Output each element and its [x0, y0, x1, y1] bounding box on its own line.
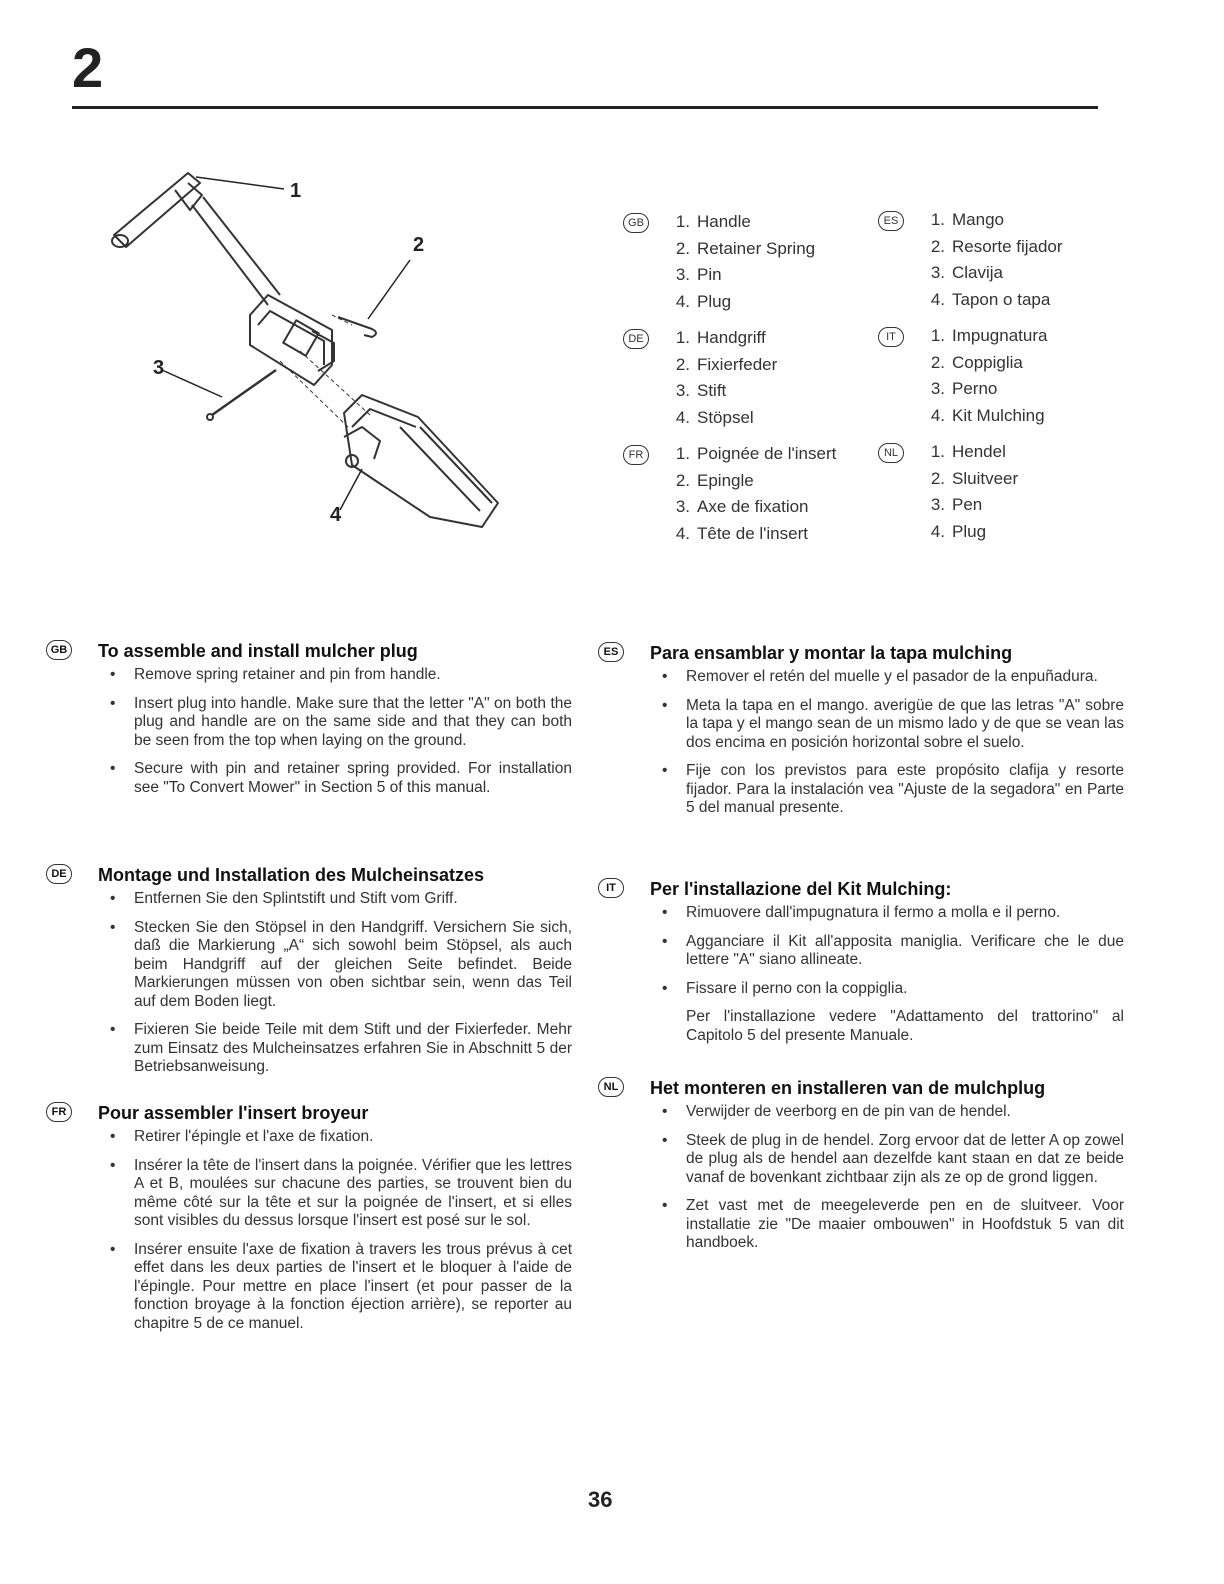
- parts-list-de: [623, 328, 836, 434]
- mulcher-plug-illustration: [100, 165, 540, 565]
- handle-shaft: [192, 197, 280, 305]
- list-item: 1. Handle: [675, 212, 751, 231]
- lang-badge-es: ES: [878, 211, 904, 231]
- list-item: 4. Tête de l'insert: [675, 523, 808, 543]
- callout-3: 3: [153, 357, 165, 379]
- list-item: 2. Sluitveer: [930, 468, 1019, 488]
- list-item: 3. Axe de fixation: [675, 497, 809, 516]
- list-item: 2. Resorte fijador: [930, 236, 1063, 256]
- list-item: 2. Coppiglia: [930, 352, 1023, 372]
- section-title: Per l'installazione del Kit Mulching:: [650, 879, 952, 899]
- list-item: • Secure with pin and retainer spring provided. For installation see "To Convert Mower" in Section 5 of this manual.: [98, 760, 572, 797]
- list-item: 1. Poignée de l'insert: [675, 444, 837, 463]
- parts-list-fr: [623, 444, 836, 550]
- parts-list-es: [878, 210, 1063, 316]
- list-item: • Verwijder de veerborg en de pin van de hendel.: [650, 1103, 1124, 1122]
- list-item: • Zet vast met de meegeleverde pen en de sluitveer. Voor installatie zie "De maaier ombouwen" in Hoofdstuk 5 van dit handboek.: [650, 1197, 1124, 1253]
- lang-badge-nl: NL: [598, 1077, 624, 1097]
- list-item: 3. Perno: [930, 379, 998, 398]
- list-item: 4. Plug: [930, 521, 987, 541]
- callout-1: 1: [290, 180, 302, 202]
- section-title: Pour assembler l'insert broyeur: [98, 1103, 369, 1123]
- list-item: • Fissare il perno con la coppiglia.: [650, 980, 1124, 999]
- callout-4: 4: [330, 504, 342, 526]
- lang-badge-it: IT: [598, 878, 624, 898]
- list-item: • Insérer la tête de l'insert dans la poignée. Vérifier que les lettres A et B, moulées sur chacune des parties, se trouvent bien du même côté sur la tête et sur la poignée de l'insert, et si elles sont visibles du dessus lorsque l'insert est posé sur le sol.: [98, 1157, 572, 1231]
- lang-badge-fr: FR: [623, 445, 649, 465]
- callout-2: 2: [413, 234, 425, 256]
- list-item: • Insert plug into handle. Make sure that the letter "A" on both the plug and handle are on the same side and that they can both be seen from the top when laying on the ground.: [98, 695, 572, 751]
- section-fr: [51, 1102, 572, 1343]
- parts-list-it: [878, 326, 1063, 432]
- parts-list-column-right: [878, 210, 1063, 558]
- list-item: • Fije con los previstos para este propósito clafija y resorte fijador. Para la instalación vea "Ajuste de la segadora" en Parte 5 del manual presente.: [650, 762, 1124, 818]
- list-item: Per l'installazione vedere "Adattamento del trattorino" al Capitolo 5 del presente Manuale.: [686, 1008, 1124, 1044]
- lang-badge-fr: FR: [46, 1102, 72, 1122]
- lang-badge-it: IT: [878, 327, 904, 347]
- lang-badge-gb: GB: [46, 640, 72, 660]
- list-item: 2. Retainer Spring: [675, 238, 816, 258]
- list-item: • Remover el retén del muelle y el pasador de la enpuñadura.: [650, 668, 1124, 687]
- section-title: Para ensamblar y montar la tapa mulching: [650, 643, 1013, 663]
- list-item: 4. Stöpsel: [675, 407, 754, 427]
- list-item: 2. Fixierfeder: [675, 354, 778, 374]
- section-title: To assemble and install mulcher plug: [98, 641, 418, 661]
- list-item: • Stecken Sie den Stöpsel in den Handgriff. Versichern Sie sich, daß die Markierung „A“ sich sowohl beim Stöpsel, als auch beim Handgriff auf der gleichen Seite befindet. Beide Markierungen müssen von oben sichtbar sein, wenn das Teil auf dem Boden liegt.: [98, 919, 572, 1012]
- retainer-spring: [338, 317, 376, 337]
- lang-badge-de: DE: [623, 329, 649, 349]
- section-title: Montage und Installation des Mulcheinsatzes: [98, 865, 485, 885]
- parts-list-gb: [623, 212, 836, 318]
- list-item: • Rimuovere dall'impugnatura il fermo a molla e il perno.: [650, 904, 1124, 923]
- list-item: • Agganciare il Kit all'apposita maniglia. Verificare che le due lettere "A" siano allineate.: [650, 933, 1124, 970]
- lang-badge-de: DE: [46, 864, 72, 884]
- list-item: 1. Handgriff: [675, 328, 766, 347]
- lang-badge-nl: NL: [878, 443, 904, 463]
- plug-body: [344, 395, 498, 527]
- list-item: 2. Epingle: [675, 470, 754, 490]
- page-number: 36: [588, 1487, 613, 1512]
- list-item: • Fixieren Sie beide Teile mit dem Stift und der Fixierfeder. Mehr zum Einsatz des Mulcheinsatzes erfahren Sie in Abschnitt 5 der Betriebsanweisung.: [98, 1021, 572, 1077]
- section-it: [606, 878, 1124, 1055]
- pin: [212, 370, 276, 415]
- list-item: 3. Pen: [930, 495, 983, 514]
- list-item: 1. Hendel: [930, 442, 1006, 461]
- list-item: • Steek de plug in de hendel. Zorg ervoor dat de letter A op zowel de plug als de hendel aan dezelfde kant staan en dat ze beide vanaf de bovenkant zichtbaar zijn als ze op de grond liggen.: [650, 1132, 1124, 1188]
- list-item: 4. Kit Mulching: [930, 405, 1045, 425]
- list-item: • Meta la tapa en el mango. averigüe de que las letras "A" sobre la tapa y el mango sean de un mismo lado y de que se vean las dos encima en posición horizontal sobre el suelo.: [650, 697, 1124, 753]
- list-item: 4. Tapon o tapa: [930, 289, 1051, 309]
- section-gb: [50, 640, 572, 807]
- section-de: [51, 864, 572, 1087]
- lang-badge-gb: GB: [623, 213, 649, 233]
- section-title: Het monteren en installeren van de mulchplug: [650, 1078, 1046, 1098]
- parts-list-column-left: [623, 212, 836, 560]
- lang-badge-es: ES: [598, 642, 624, 662]
- list-item: 1. Mango: [930, 210, 1004, 229]
- list-item: • Retirer l'épingle et l'axe de fixation.: [98, 1128, 572, 1147]
- parts-list-nl: [878, 442, 1063, 548]
- section-nl: [603, 1077, 1124, 1263]
- list-item: • Remove spring retainer and pin from handle.: [98, 666, 572, 685]
- handle-crossbar: [114, 173, 200, 247]
- list-item: 3. Pin: [675, 265, 722, 284]
- section-es: [603, 642, 1124, 828]
- list-item: 3. Stift: [675, 381, 727, 400]
- chapter-number: 2: [72, 36, 104, 99]
- list-item: • Entfernen Sie den Splintstift und Stift vom Griff.: [98, 890, 572, 909]
- list-item: 3. Clavija: [930, 263, 1004, 282]
- header-rule: [72, 106, 1098, 109]
- list-item: 1. Impugnatura: [930, 326, 1048, 345]
- list-item: 4. Plug: [675, 291, 732, 311]
- list-item: • Insérer ensuite l'axe de fixation à travers les trous prévus à cet effet dans les deux parties de l'insert et le bloquer à l'aide de l'épingle. Pour mettre en place l'insert (et pour passer de la fonction broyage à la fonction éjection arrière), se reporter au chapitre 5 de ce manuel.: [98, 1241, 572, 1334]
